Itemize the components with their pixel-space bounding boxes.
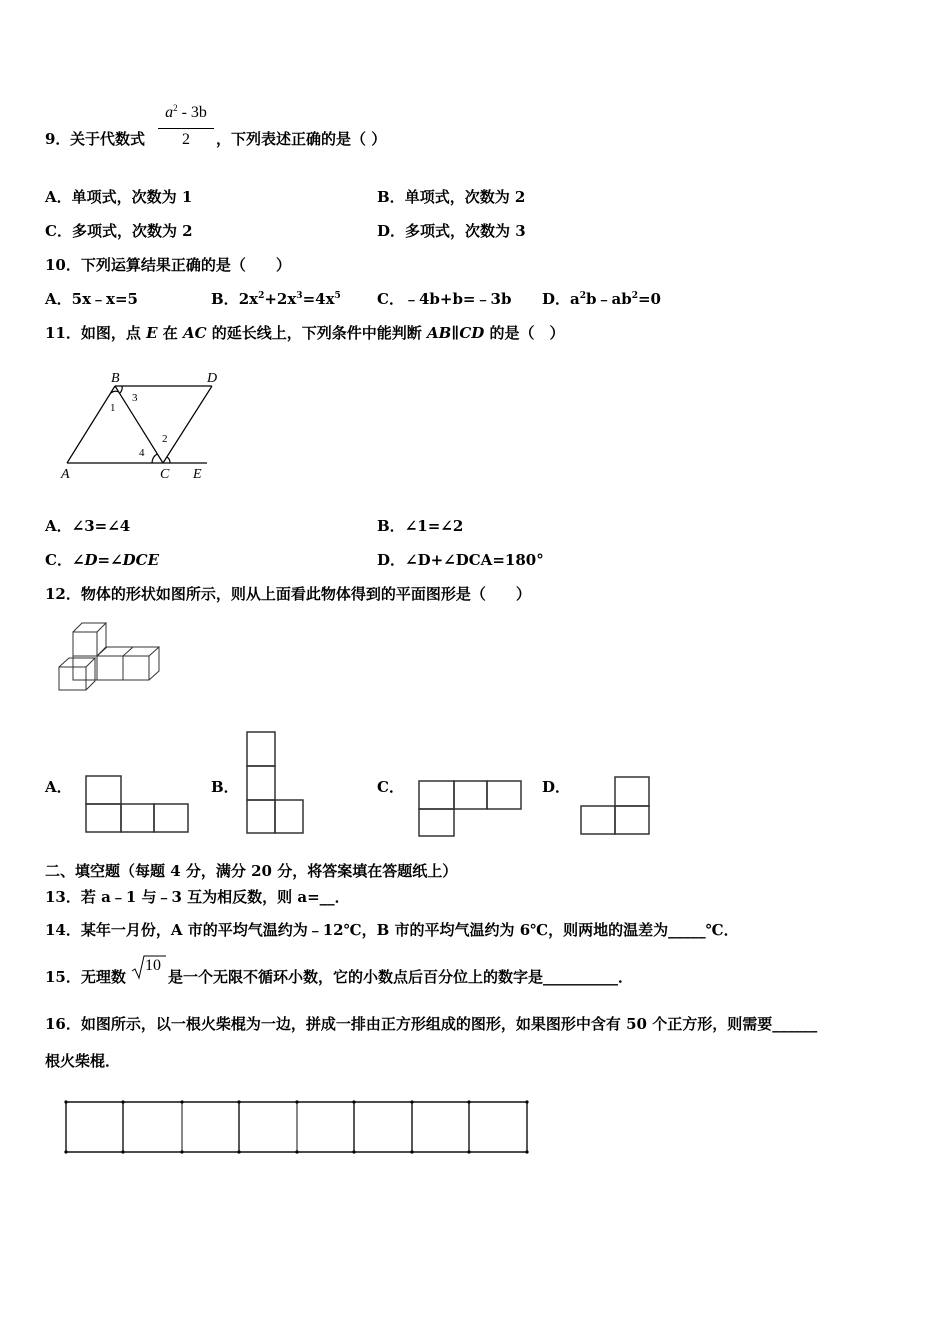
q16-matchstick-squares-figure	[60, 1096, 535, 1158]
label-angle-1: 1	[110, 402, 116, 414]
q15-radicand: 10	[145, 957, 161, 974]
q10-option-a: A．5x﹣x=5	[45, 290, 138, 308]
label-angle-2: 2	[162, 433, 168, 445]
q15-prefix: 15．无理数	[45, 968, 126, 986]
angle-4-arc	[152, 454, 157, 463]
q11-parallelogram-figure	[55, 365, 225, 490]
q12-option-c-label: C．	[377, 778, 404, 796]
q12-cube-solid-figure	[55, 615, 170, 695]
angle-1-arc	[111, 391, 119, 393]
q10-option-b: B．$2x^2+2x^3=4x^5$	[211, 290, 341, 308]
segment-cd	[163, 386, 212, 463]
q9-option-a: A．单项式，次数为 1	[45, 188, 193, 206]
q9-option-d: D．多项式，次数为 3	[377, 222, 526, 240]
label-angle-4: 4	[139, 447, 145, 459]
q12-option-d-label: D．	[542, 778, 571, 796]
q9-number: 9．	[45, 130, 71, 148]
q12-option-b-figure	[245, 731, 305, 835]
q10-option-d: D．$a^2b﹣ab^2=0$	[542, 290, 661, 308]
q9-fraction-numerator: $a^2 - 3b$	[165, 103, 207, 121]
q16-line-1: 16．如图所示，以一根火柴棍为一边，拼成一排由正方形组成的图形，如果图形中含有 50 个正方形，则需要______	[45, 1015, 818, 1033]
q15-suffix: 是一个无限不循环小数，它的小数点后百分位上的数字是__________．	[168, 968, 634, 986]
q12-option-a-label: A．	[45, 778, 72, 796]
q11-option-a: A．∠3=∠4	[45, 517, 131, 535]
q13: 13．若 a﹣1 与﹣3 互为相反数，则 a=__．	[45, 888, 350, 906]
q9-suffix: ，下列表述正确的是（ ）	[216, 130, 387, 148]
label-c: C	[160, 467, 170, 482]
angle-3-arc	[120, 386, 122, 393]
label-e: E	[193, 467, 202, 482]
q9-prefix: 关于代数式	[70, 130, 146, 148]
q14: 14．某年一月份，A 市的平均气温约为﹣12℃，B 市的平均气温约为 6℃，则两地的温差为_____℃．	[45, 921, 739, 939]
q12-stem: 12．物体的形状如图所示，则从上面看此物体得到的平面图形是（ ）	[45, 585, 531, 603]
q16-line-2: 根火柴棍．	[45, 1052, 121, 1070]
q11-option-d: D．∠D+∠DCA=180°	[377, 551, 544, 569]
q12-option-a-figure	[85, 775, 191, 835]
q9-option-c: C．多项式，次数为 2	[45, 222, 193, 240]
label-d: D	[207, 371, 218, 386]
section-2-heading: 二、填空题（每题 4 分，满分 20 分，将答案填在答题纸上）	[45, 862, 458, 880]
label-b: B	[111, 371, 120, 386]
q9-option-b: B．单项式，次数为 2	[377, 188, 526, 206]
segment-ab	[67, 386, 115, 463]
q12-option-d-figure	[579, 776, 653, 836]
q9-fraction-bar	[158, 128, 214, 129]
q10-option-c: C．﹣4b+b=﹣3b	[377, 290, 512, 308]
q11-stem: 11．如图，点 E 在 AC 的延长线上，下列条件中能判断 AB∥CD 的是（ ）	[45, 324, 565, 342]
q11-option-b: B．∠1=∠2	[377, 517, 464, 535]
label-angle-3: 3	[132, 392, 138, 404]
q12-option-c-figure	[417, 780, 525, 838]
q12-option-b-label: B．	[211, 778, 239, 796]
angle-2-arc	[167, 457, 170, 463]
q11-option-c: C．∠D=∠DCE	[45, 551, 160, 569]
q9-fraction-denominator: 2	[182, 131, 190, 148]
q10-stem: 10．下列运算结果正确的是（ ）	[45, 256, 291, 274]
label-a: A	[61, 467, 70, 482]
